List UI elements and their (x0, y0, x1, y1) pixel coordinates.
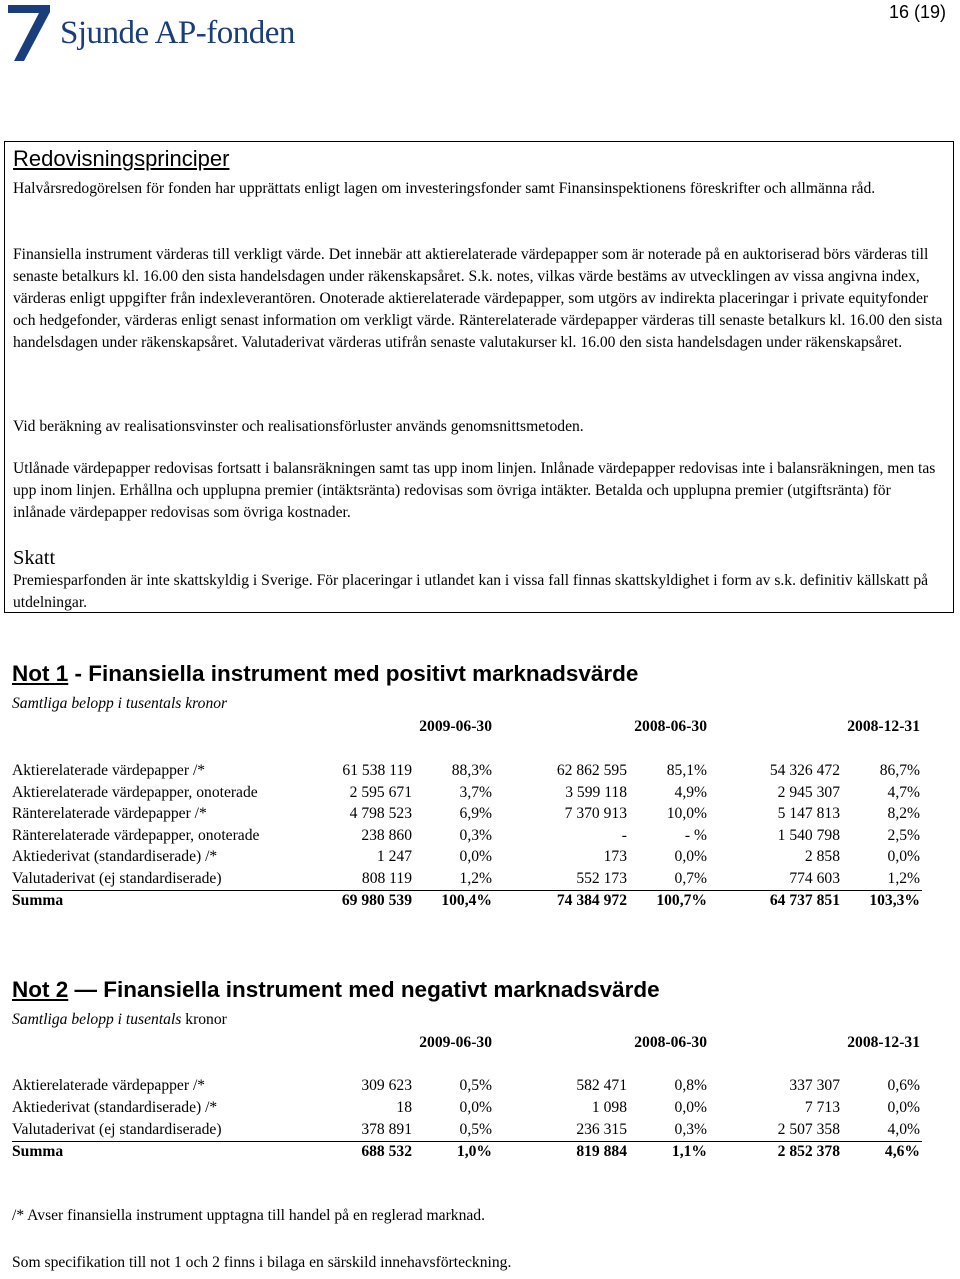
note2-title (12, 977, 660, 1003)
principles-paragraph-2: Finansiella instrument värderas till verkligt värde. Det innebär att aktierelaterade värdepapper som är noterade på en auktoriserad börs värderas till senaste betalkurs kl. 16.00 den sista handelsdagen under räkenskapsåret. S.k. notes, vilkas värde bestäms av utvecklingen av vissa angivna index, värderas enligt uppgifter från indexleverantören. Onoterade aktierelaterade värdepapper, som utgörs av indirekta placeringar i private equityfonder och hedgefonder, värderas enligt senast information om verkligt värde. Ränterelaterade värdepapper värderas till senaste betalkurs kl. 16.00 den sista handelsdagen under räkenskapsåret. Valutaderivat värderas utifrån senaste valutakurser kl. 16.00 den sista handelsdagen under räkenskapsåret. (13, 246, 943, 351)
table-row: Valutaderivat (ej standardiserade) 378 891 0,5% 236 315 0,3% 2 507 358 4,0% (12, 1119, 922, 1142)
principles-paragraph-1: Halvårsredogörelsen för fonden har upprättats enligt lagen om investeringsfonder samt Finansinspektionens föreskrifter och allmänna råd. (13, 180, 876, 197)
table-row: Aktierelaterade värdepapper /* 309 623 0,5% 582 471 0,8% 337 307 0,6% (12, 1077, 920, 1094)
note1-subtitle: Samtliga belopp i tusentals kronor (12, 695, 228, 712)
note1-title (12, 661, 638, 687)
note2-subtitle: Samtliga belopp i tusentals kronor (12, 1011, 227, 1028)
footnote-regulated-market: /* Avser finansiella instrument upptagna till handel på en reglerad marknad. (12, 1207, 486, 1224)
table-row: Aktiederivat (standardiserade) /* 18 0,0% 1 098 0,0% 7 713 0,0% (12, 1099, 920, 1116)
note2-number: Not 2 (12, 977, 69, 1002)
note1-sum-row: Summa 69 980 539 100,4% 74 384 972 100,7% 64 737 851 103,3% (12, 892, 920, 909)
note2-date-2: 2008-06-30 (634, 1034, 707, 1051)
note1-date-3: 2008-12-31 (847, 718, 920, 735)
note2-date-1: 2009-06-30 (419, 1034, 492, 1051)
principles-paragraph-4: Utlånade värdepapper redovisas fortsatt i balansräkningen samt tas upp inom linjen. Inlånade värdepapper redovisas inte i balansräkningen, men tas upp inom linjen. Erhållna och upplupna premier (intäktsränta) redovisas som övriga intäkter. Betalda och upplupna premier (utgiftsränta) för inlånade värdepapper redovisas som övriga kostnader. (13, 460, 936, 521)
note2-date-3: 2008-12-31 (847, 1034, 920, 1051)
seven-logo-icon (6, 3, 52, 63)
note1-heading: - Finansiella instrument med positivt marknadsvärde (68, 661, 639, 686)
note2-header-row (12, 1032, 922, 1054)
table-row: Ränterelaterade värdepapper, onoterade 238 860 0,3% - - % 1 540 798 2,5% (12, 827, 920, 844)
table-row: Valutaderivat (ej standardiserade) 808 119 1,2% 552 173 0,7% 774 603 1,2% (12, 868, 922, 891)
note2-sum-row: Summa 688 532 1,0% 819 884 1,1% 2 852 378 4,6% (12, 1143, 920, 1160)
principles-title: Redovisningsprinciper (13, 146, 230, 171)
principles-paragraph-3: Vid beräkning av realisationsvinster och realisationsförluster används genomsnittsmetoden. (13, 418, 584, 435)
table-row: Aktiederivat (standardiserade) /* 1 247 0,0% 173 0,0% 2 858 0,0% (12, 848, 920, 865)
table-row: Aktierelaterade värdepapper /* 61 538 119 88,3% 62 862 595 85,1% 54 326 472 86,7% (12, 762, 920, 779)
note1-header-row (12, 716, 922, 738)
note1-date-2: 2008-06-30 (634, 718, 707, 735)
table-row: Ränterelaterade värdepapper /* 4 798 523 6,9% 7 370 913 10,0% 5 147 813 8,2% (12, 805, 920, 822)
note2-heading: — Finansiella instrument med negativt marknadsvärde (68, 977, 660, 1002)
accounting-principles-box (4, 141, 954, 613)
footnote-specification: Som specifikation till not 1 och 2 finns i bilaga en särskild innehavsförteckning. (12, 1254, 512, 1271)
note1-date-1: 2009-06-30 (419, 718, 492, 735)
page-number: 16 (19) (888, 2, 946, 22)
table-row: Aktierelaterade värdepapper, onoterade 2 595 671 3,7% 3 599 118 4,9% 2 945 307 4,7% (12, 784, 920, 801)
skatt-heading: Skatt (13, 547, 56, 569)
skatt-paragraph: Premiesparfonden är inte skattskyldig i Sverige. För placeringar i utlandet kan i vissa fall finnas skattskyldighet i form av s.k. definitiv källskatt på utdelningar. (13, 572, 929, 611)
sjunde-ap-fonden-logo (6, 2, 295, 64)
logo-text: Sjunde AP-fonden (60, 14, 295, 51)
note1-number: Not 1 (12, 661, 69, 686)
